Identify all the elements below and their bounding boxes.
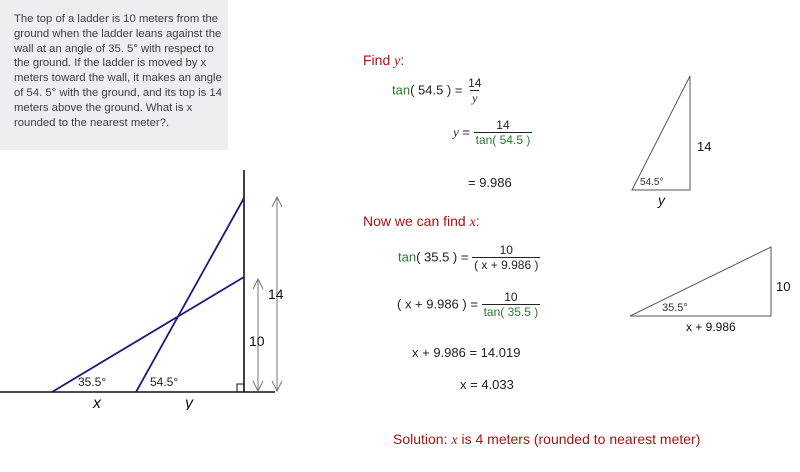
- height-14-label: 14: [268, 286, 284, 302]
- triangle-x-shape: [630, 247, 771, 316]
- problem-text: The top of a ladder is 10 meters from the ground when the ladder leans against the wall at an angle of 35. 5° with respect to the ground. If the ladder is moved by x meters toward the wall, it makes an angle of 54. 5° with the ground, and its top is 14 meters above the ground. What is x rounded to the nearest meter?.: [14, 13, 222, 129]
- equation-6: x + 9.986 = 14.019: [412, 345, 521, 360]
- triangle-y: [620, 70, 730, 210]
- triangle-x: [625, 240, 800, 335]
- angle-35-label: 35.5°: [78, 375, 107, 389]
- equation-2: y = $\frac{14}{\tan( 54.5 )}$: [453, 118, 531, 147]
- triangle-x-angle-label: 35.5°: [662, 302, 688, 314]
- problem-statement: [0, 0, 228, 150]
- triangle-x-base-label: x + 9.986: [686, 320, 736, 334]
- fraction-14-over-tan: $\frac{14}{\tan( 54.5 )}$: [475, 118, 531, 147]
- ladder-diagram: [0, 160, 300, 410]
- final-solution: Solution: x is 4 meters (rounded to nearest meter): [393, 431, 701, 448]
- fraction-10-over-tan: $\frac{10}{\tan( 35.5 )}$: [483, 290, 539, 319]
- find-y-heading: Find y:: [363, 52, 405, 69]
- equation-4: tan( 35.5 ) = $\frac{10}{( x + 9.986 )}$: [398, 243, 539, 272]
- triangle-y-shape: [632, 76, 690, 190]
- equation-7: x = 4.033: [460, 377, 514, 392]
- y-label: y: [185, 395, 193, 410]
- triangle-y-base-label: y: [658, 192, 665, 208]
- equation-3: = 9.986: [468, 175, 512, 190]
- angle-54-label: 54.5°: [150, 375, 179, 389]
- find-x-heading: Now we can find x:: [363, 213, 480, 230]
- fraction-14-over-y: $\frac{14}{y}$: [468, 76, 482, 105]
- ladder-position-2: [136, 198, 244, 392]
- equation-5: ( x + 9.986 ) = $\frac{10}{\tan( 35.5 )}$: [397, 290, 539, 319]
- triangle-y-angle-label: 54.5°: [640, 177, 664, 188]
- triangle-x-side-label: 10: [776, 279, 791, 294]
- height-10-label: 10: [249, 333, 265, 349]
- right-angle-mark: [237, 384, 244, 392]
- triangle-y-side-label: 14: [697, 139, 712, 154]
- equation-1: tan( 54.5 ) = $\frac{14}{y}$: [392, 76, 482, 105]
- x-label: x: [93, 395, 101, 410]
- fraction-10-over-sum: $\frac{10}{( x + 9.986 )}$: [474, 243, 539, 272]
